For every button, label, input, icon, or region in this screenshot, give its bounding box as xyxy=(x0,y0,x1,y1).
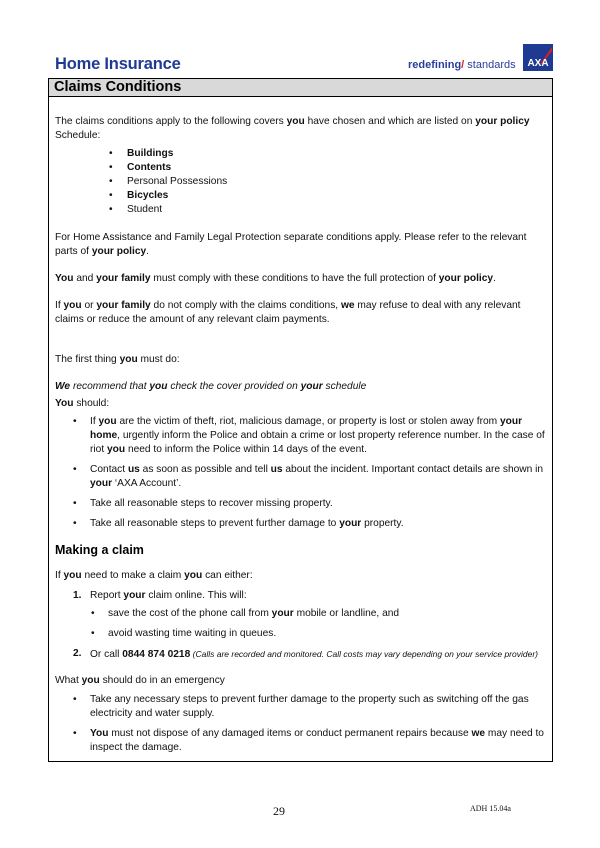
list-item: • Contents xyxy=(55,161,545,175)
list-item: • Take any necessary steps to prevent further damage to the property such as switching off the gas electricity and water supply. xyxy=(55,693,545,721)
assistance-paragraph: For Home Assistance and Family Legal Protection separate conditions apply. Please refer to the relevant parts of your policy. xyxy=(55,232,527,257)
list-item: • Take all reasonable steps to recover missing property. xyxy=(55,497,545,511)
list-item: • Bicycles xyxy=(55,189,545,203)
list-item: • Contact us as soon as possible and tell us about the incident. Important contact details are shown in your ‘AXA Account’. xyxy=(55,463,545,491)
list-item: • If you are the victim of theft, riot, malicious damage, or property is lost or stolen away from your home, urgently inform the Police and obtain a crime or lost property reference number. In the case of riot you need to inform the Police within 14 days of the event. xyxy=(55,415,545,457)
list-item: • avoid wasting time waiting in queues. xyxy=(55,627,545,641)
claim-step-1: 1. Report your claim online. This will: xyxy=(73,590,247,601)
axa-logo xyxy=(523,44,553,71)
refuse-paragraph: If you or your family do not comply with the claims conditions, we may refuse to deal with any relevant claims or reduce the amount of any relevant claim payments. xyxy=(55,300,521,325)
you-should-paragraph: You should: xyxy=(55,398,110,409)
emergency-intro: What you should do in an emergency xyxy=(55,675,225,686)
list-item: • Personal Possessions xyxy=(55,175,545,189)
recommend-paragraph: We recommend that you check the cover provided on your schedule xyxy=(55,381,367,392)
document-title: Home Insurance xyxy=(55,55,181,73)
making-claim-intro: If you need to make a claim you can either: xyxy=(55,570,253,581)
comply-paragraph: You and your family must comply with these conditions to have the full protection of your policy. xyxy=(55,273,496,284)
online-benefits-list xyxy=(55,607,545,641)
page-number: 29 xyxy=(273,804,285,818)
list-item: • Student xyxy=(55,203,545,217)
document-reference: ADH 15.04a xyxy=(470,804,511,813)
first-thing-paragraph: The first thing you must do: xyxy=(55,354,180,365)
claim-step-2: 2. Or call 0844 874 0218 (Calls are recorded and monitored. Call costs may vary depending on your service provider) xyxy=(73,648,538,660)
list-item: • save the cost of the phone call from your mobile or landline, and xyxy=(55,607,545,621)
claims-conditions-body xyxy=(55,115,545,761)
svg-text:AXA: AXA xyxy=(527,58,549,69)
covers-list xyxy=(55,147,545,217)
list-item: • Take all reasonable steps to prevent further damage to your property. xyxy=(55,517,545,531)
should-list xyxy=(55,415,545,531)
list-item: • Buildings xyxy=(55,147,545,161)
intro-paragraph: The claims conditions apply to the following covers you have chosen and which are listed on your policy Schedule: xyxy=(55,116,530,141)
list-item: • You must not dispose of any damaged items or conduct permanent repairs because we may need to inspect the damage. xyxy=(55,727,545,755)
section-title: Claims Conditions xyxy=(54,79,182,95)
section-header xyxy=(48,78,553,97)
claims-phone-number: 0844 874 0218 xyxy=(122,649,191,660)
emergency-list xyxy=(55,693,545,755)
making-claim-heading: Making a claim xyxy=(55,543,144,557)
brand-tagline: redefining/ standards xyxy=(408,59,516,71)
